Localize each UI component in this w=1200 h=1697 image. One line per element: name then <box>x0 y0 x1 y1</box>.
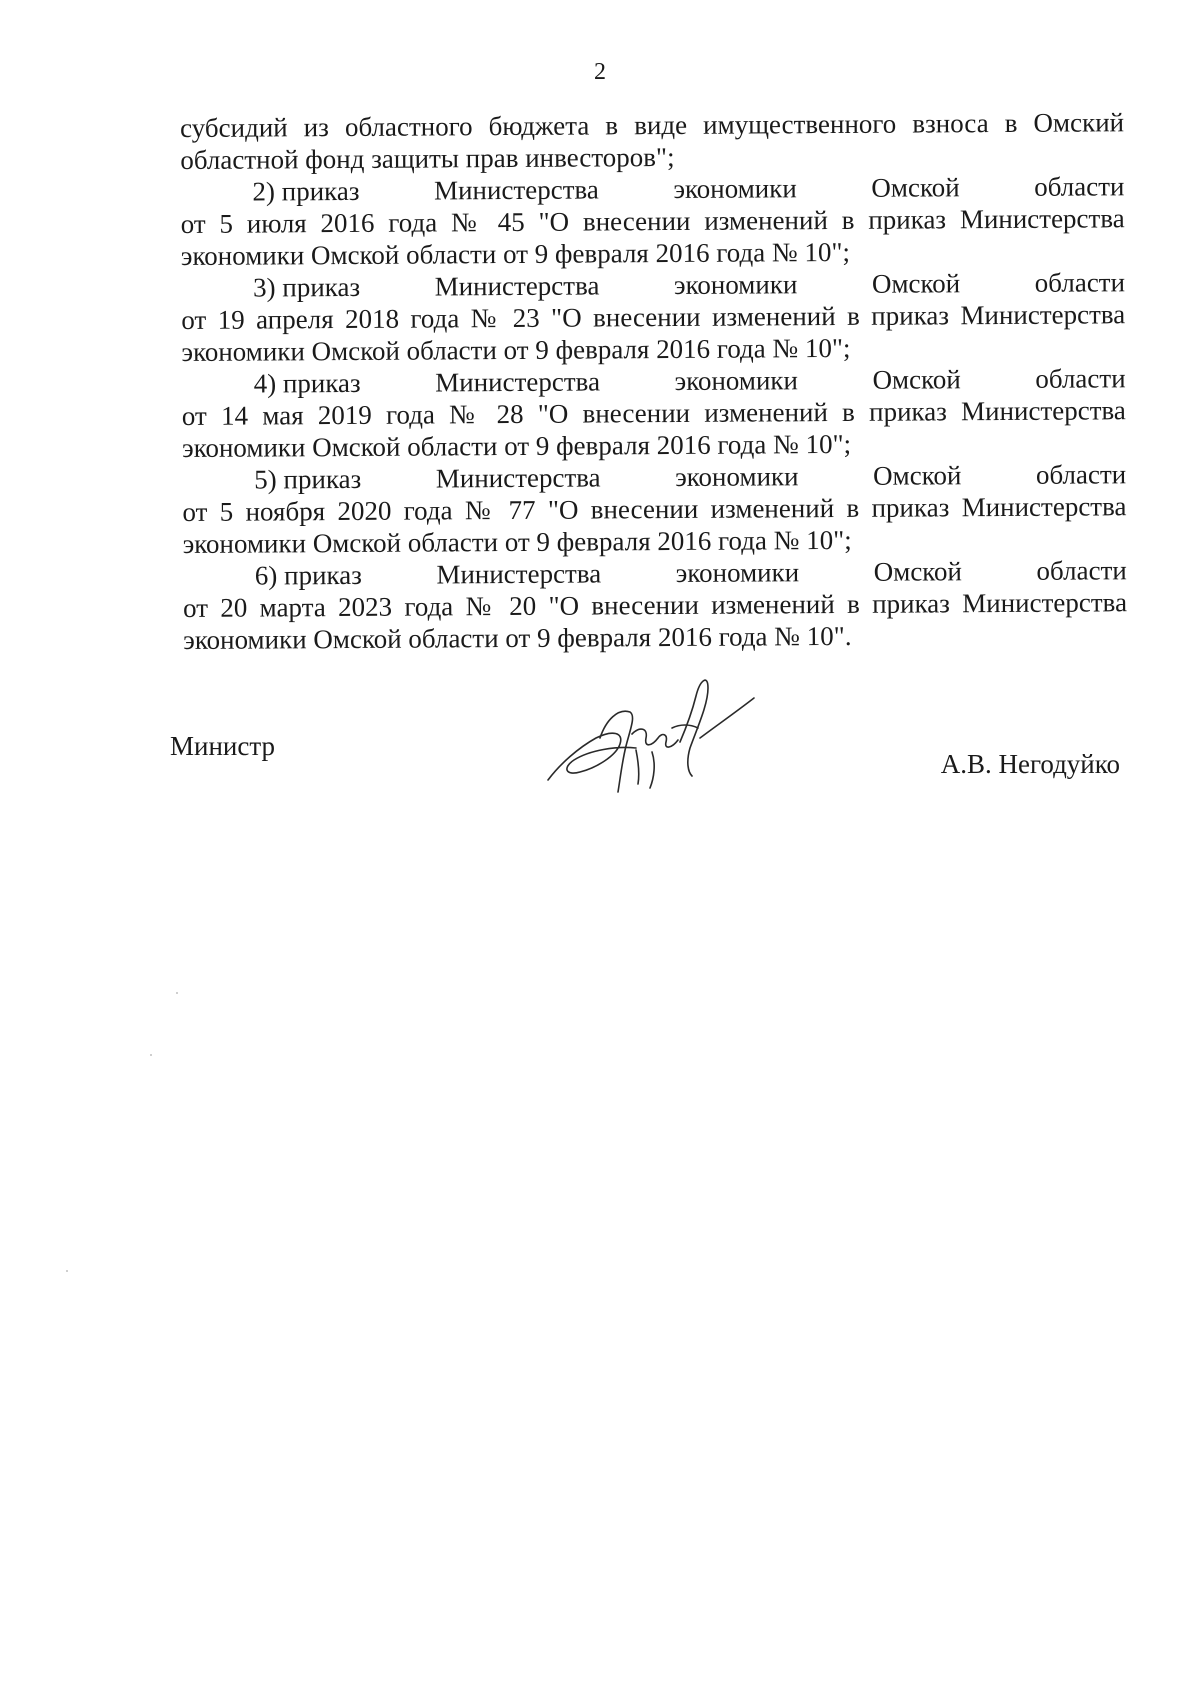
item-word: экономики <box>673 269 798 300</box>
intro-line-1: субсидий из областного бюджета в виде имущественного взноса в Омский <box>180 107 1125 143</box>
item-word: Омской <box>873 556 963 587</box>
list-item-line-2: от 5 июля 2016 года № 45 "О внесении изменений в приказ Министерства <box>180 203 1125 239</box>
item-number-word: 4) приказ <box>253 367 361 399</box>
item-word: экономики <box>673 173 797 204</box>
handwritten-signature <box>540 668 780 798</box>
item-word: экономики <box>674 365 799 396</box>
list-item-line-3: экономики Омской области от 9 февраля 2016 года № 10"; <box>181 428 852 463</box>
item-word: Министерства <box>435 366 601 398</box>
signer-name: А.В. Негодуйко <box>940 749 1120 779</box>
item-number-word: 6) приказ <box>254 559 362 591</box>
item-word: экономики <box>675 461 799 492</box>
item-word: области <box>1035 363 1126 394</box>
item-word: Министерства <box>436 558 602 590</box>
item-word: области <box>1034 267 1126 298</box>
scan-speck <box>66 1270 68 1272</box>
list-item-line-2: от 5 ноября 2020 года № 77 "О внесении изменений в приказ Министерства <box>182 491 1127 527</box>
item-number-word: 3) приказ <box>252 271 361 303</box>
list-item <box>182 362 1127 464</box>
list-item-line-3: экономики Омской области от 9 февраля 2016 года № 10"; <box>181 332 851 367</box>
item-word: Омской <box>871 268 961 299</box>
scan-speck <box>176 992 178 994</box>
item-word: Министерства <box>433 174 599 206</box>
list-item-line-3: экономики Омской области от 9 февраля 2016 года № 10"; <box>182 524 852 559</box>
document-body <box>180 106 1127 656</box>
item-number-word: 5) приказ <box>254 463 362 495</box>
signer-title: Министр <box>170 731 275 761</box>
item-word: Министерства <box>435 462 601 494</box>
item-word: области <box>1036 555 1127 586</box>
list-item-line-3: экономики Омской области от 9 февраля 2016 года № 10". <box>183 620 852 655</box>
page-number: 2 <box>594 59 606 85</box>
item-word: Омской <box>872 364 961 395</box>
item-word: экономики <box>675 557 800 588</box>
list-item <box>181 266 1126 368</box>
list-item-line-2: от 14 мая 2019 года № 28 "О внесении изменений в приказ Министерства <box>181 395 1126 431</box>
list-item-line-3: экономики Омской области от 9 февраля 2016 года № 10"; <box>180 236 851 271</box>
intro-line-2: областной фонд защиты прав инвесторов"; <box>180 141 675 175</box>
item-word: Омской <box>873 460 962 491</box>
list-item-line-2: от 19 апреля 2018 года № 23 "О внесении изменений в приказ Министерства <box>181 299 1126 335</box>
list-item <box>180 170 1125 272</box>
item-number-word: 2) приказ <box>252 175 360 207</box>
item-word: области <box>1034 171 1125 202</box>
scan-speck <box>150 1054 152 1056</box>
list-item <box>182 458 1127 560</box>
item-word: Омской <box>871 172 960 203</box>
item-word: Министерства <box>434 270 600 302</box>
list-item-line-2: от 20 марта 2023 года № 20 "О внесении изменений в приказ Министерства <box>182 587 1128 623</box>
list-item <box>183 554 1128 656</box>
item-word: области <box>1035 459 1127 490</box>
